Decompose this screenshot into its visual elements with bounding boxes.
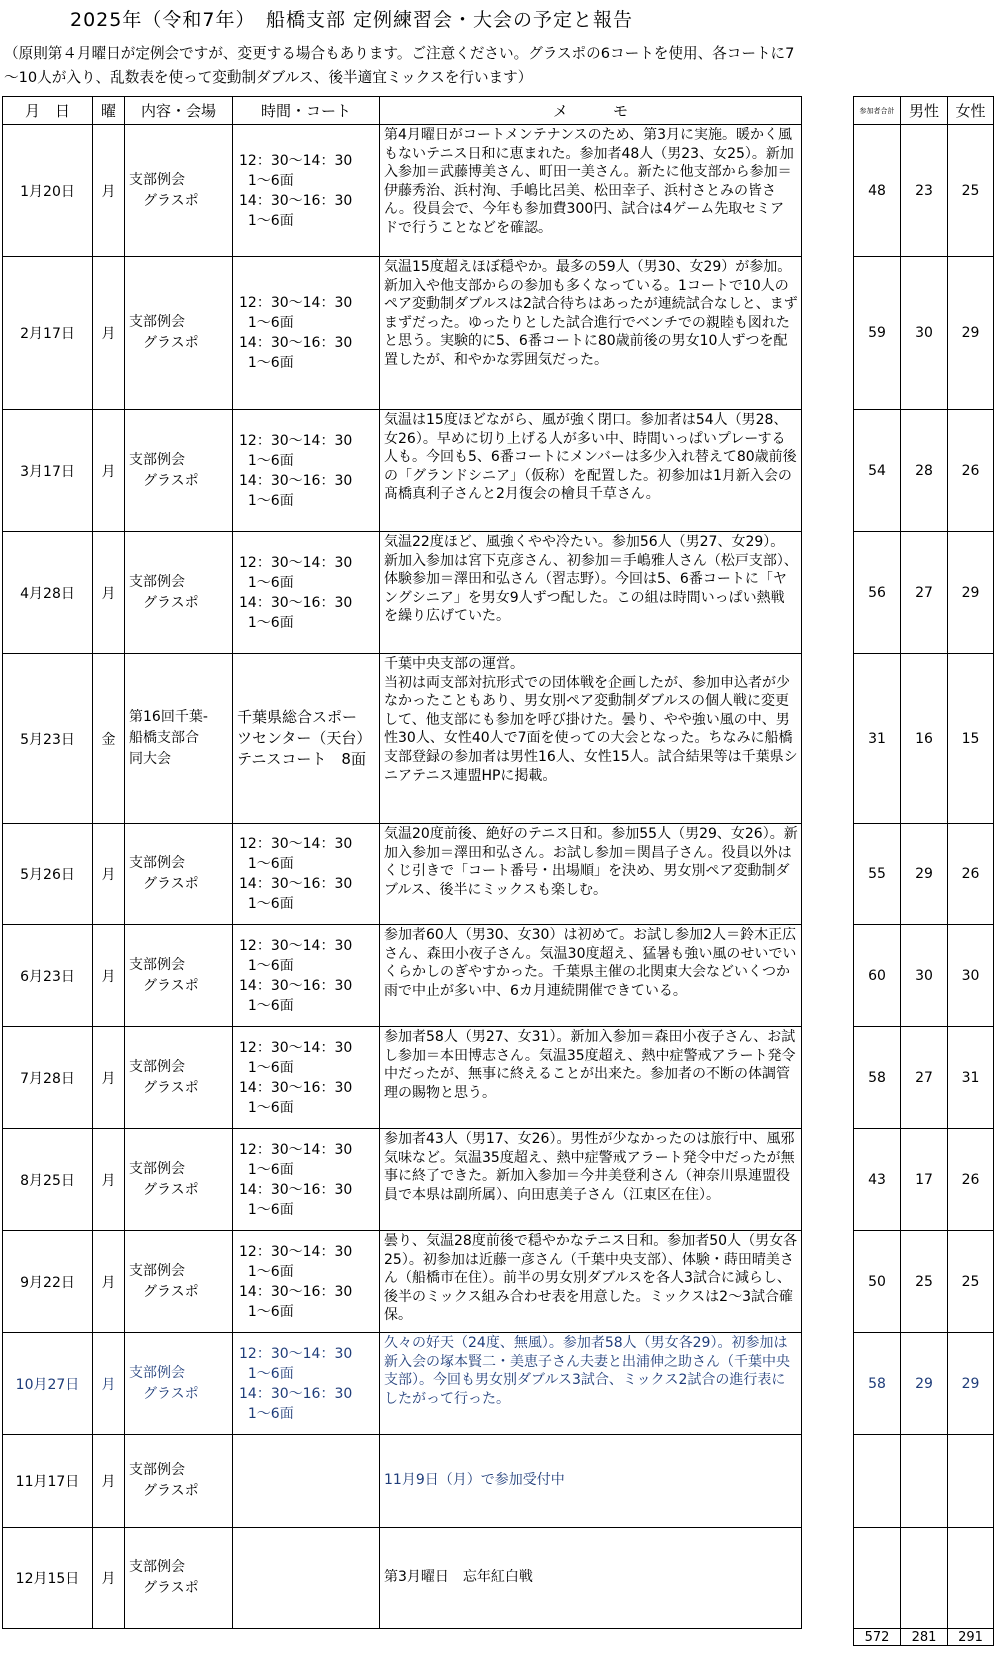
- table-row: [3, 925, 802, 1027]
- venue-line-2: グラスポ: [129, 876, 199, 892]
- row-date: 7月28日: [3, 1027, 93, 1129]
- table-row: [3, 824, 802, 925]
- totals-row: [854, 1629, 994, 1646]
- stats-row: [854, 1129, 994, 1231]
- row-day: 月: [93, 1027, 125, 1129]
- row-memo: 気温は15度ほどながら、風が強く閉口。参加者は54人（男28、女26）。早めに切り上げる人が多い中、時間いっぱいプレーする人も。今回も5、6番コートにメンバーは多少入れ替えて80歳前後の「グランドシニア」（仮称）を配置した。初参加は1月新入会の髙橋真利子さんと2月復会の檜貝千草さん。: [380, 410, 802, 532]
- header-male: 男性: [901, 97, 948, 125]
- stat-male: 30: [901, 925, 948, 1027]
- stat-male: 25: [901, 1231, 948, 1333]
- stat-male: 29: [901, 1333, 948, 1435]
- stat-male: 29: [901, 824, 948, 925]
- header-time: 時間・コート: [233, 97, 380, 125]
- stat-total: 58: [854, 1333, 901, 1435]
- venue-line-1: 支部例会: [129, 1262, 185, 1279]
- row-day: 月: [93, 1333, 125, 1435]
- venue-line-2: グラスポ: [129, 1385, 199, 1402]
- row-venue: [125, 1129, 233, 1231]
- stat-female: 25: [948, 1231, 994, 1333]
- stat-total: 48: [854, 125, 901, 257]
- row-memo: 千葉中央支部の運営。 当初は両支部対抗形式での団体戦を企画したが、参加申込者が少なかったこともあり、男女別ペア変動制ダブルスの個人戦に変更して、他支部にも参加を呼び掛けた。曇り、やや強い風の中、男性30人、女性40人で7面を使っての大会となった。ちなみに船橋支部登録の参加者は男性16人、女性15人。試合結果等は千葉県シニアテニス連盟HPに掲載。: [380, 654, 802, 824]
- stat-total: [854, 1528, 901, 1629]
- total-male: 281: [901, 1629, 948, 1646]
- row-venue: [125, 1435, 233, 1528]
- row-memo: 参加者43人（男17、女26）。男性が少なかったのは旅行中、風邪気味など。気温35度超え、熱中症警戒アラート発令中だったが無事に終了できた。新加入参加＝今井美登利さん（神奈川県連盟役員で本県は副所属）、向田恵美子さん（江東区在住）。: [380, 1129, 802, 1231]
- stats-row: [854, 532, 994, 654]
- stats-row: [854, 1528, 994, 1629]
- row-memo: 久々の好天（24度、無風）。参加者58人（男女各29）。初参加は新入会の塚本賢二・美恵子さん夫妻と出浦伸之助さん（千葉中央支部）。今回も男女別ダブルス3試合、ミックス2試合の進行表にしたがって行った。: [380, 1333, 802, 1435]
- venue-line-1: 支部例会: [129, 1462, 185, 1478]
- participant-stats-table: [853, 96, 994, 1646]
- stat-total: [854, 1435, 901, 1528]
- row-time: 12：30～14：30 1～6面 14：30～16：30 1～6面: [233, 1129, 380, 1231]
- stat-female: 29: [948, 257, 994, 410]
- row-day: 月: [93, 257, 125, 410]
- stat-female: [948, 1435, 994, 1528]
- row-day: 月: [93, 410, 125, 532]
- stat-male: 28: [901, 410, 948, 532]
- venue-line-1: 支部例会: [129, 451, 185, 468]
- row-memo: 気温22度ほど、風強くやや冷たい。参加56人（男27、女29）。新加入参加は宮下克彦さん、初参加＝手嶋雅人さん（松戸支部）、体験参加＝澤田和弘さん（習志野）。今回は5、6番コートに「ヤングシニア」を男女9人ずつ配した。この組は時間いっぱい熱戦を繰り広げていた。: [380, 532, 802, 654]
- stat-total: 54: [854, 410, 901, 532]
- row-time: [233, 1435, 380, 1528]
- stat-female: 31: [948, 1027, 994, 1129]
- row-time: 12：30～14：30 1～6面 14：30～16：30 1～6面: [233, 925, 380, 1027]
- stat-female: 29: [948, 532, 994, 654]
- venue-line-1: 支部例会: [129, 171, 185, 188]
- stat-female: [948, 1528, 994, 1629]
- stat-total: 59: [854, 257, 901, 410]
- row-date: 9月22日: [3, 1231, 93, 1333]
- row-date: 10月27日: [3, 1333, 93, 1435]
- row-venue: [125, 824, 233, 925]
- row-date: 5月26日: [3, 824, 93, 925]
- table-row: [3, 1027, 802, 1129]
- row-date: 4月28日: [3, 532, 93, 654]
- row-venue: [125, 1333, 233, 1435]
- row-time: 12：30～14：30 1～6面 14：30～16：30 1～6面: [233, 410, 380, 532]
- stat-male: 23: [901, 125, 948, 257]
- row-time: 12：30～14：30 1～6面 14：30～16：30 1～6面: [233, 824, 380, 925]
- row-memo: 第4月曜日がコートメンテナンスのため、第3月に実施。暖かく風もないテニス日和に恵まれた。参加者48人（男23、女25）。新加入参加＝武藤博美さん、町田一美さん。新たに他支部から参加＝伊藤秀治、浜村洵、手嶋比呂美、松田幸子、浜村さとみの皆さん。役員会で、今年も参加費300円、試合は4ゲーム先取セミアドで行うことなどを確認。: [380, 125, 802, 257]
- stat-male: 30: [901, 257, 948, 410]
- row-day: 月: [93, 1231, 125, 1333]
- row-memo: 気温20度前後、絶好のテニス日和。参加55人（男29、女26）。新加入参加＝澤田和弘さん。お試し参加＝関昌子さん。役員以外はくじ引きで「コート番号・出場順」を決め、男女別ペア変動制ダブルス、後半にミックスも楽しむ。: [380, 824, 802, 925]
- row-venue: [125, 925, 233, 1027]
- stat-male: 17: [901, 1129, 948, 1231]
- table-row: [3, 257, 802, 410]
- stats-row: [854, 410, 994, 532]
- table-row: [3, 1528, 802, 1629]
- venue-line-2: グラスポ: [129, 335, 199, 351]
- stat-total: 58: [854, 1027, 901, 1129]
- row-time: 12：30～14：30 1～6面 14：30～16：30 1～6面: [233, 257, 380, 410]
- venue-line-1: 支部例会: [129, 1364, 185, 1381]
- row-day: 月: [93, 824, 125, 925]
- row-day: 月: [93, 1528, 125, 1629]
- row-memo: 参加者60人（男30、女30）は初めて。お試し参加2人＝鈴木正広さん、森田小夜子さん。気温30度超え、猛暑も強い風のせいでいくらかしのぎやすかった。千葉県主催の北関東大会などいくつか雨で中止が多い中、6カ月連続開催できている。: [380, 925, 802, 1027]
- stat-total: 60: [854, 925, 901, 1027]
- stat-female: 15: [948, 654, 994, 824]
- stat-female: 26: [948, 410, 994, 532]
- row-date: 1月20日: [3, 125, 93, 257]
- stat-total: 43: [854, 1129, 901, 1231]
- stat-male: 27: [901, 1027, 948, 1129]
- venue-line-2: グラスポ: [129, 1483, 199, 1499]
- stat-female: 25: [948, 125, 994, 257]
- row-day: 月: [93, 532, 125, 654]
- venue-line-2: 船橋支部合 同大会: [129, 730, 199, 767]
- stats-row: [854, 1333, 994, 1435]
- row-venue: [125, 1528, 233, 1629]
- venue-line-1: 支部例会: [129, 573, 185, 590]
- stats-row: [854, 1027, 994, 1129]
- row-memo: 11月9日（月）で参加受付中: [380, 1435, 802, 1528]
- stats-header-row: [854, 97, 994, 125]
- table-row: [3, 1333, 802, 1435]
- stat-male: 16: [901, 654, 948, 824]
- row-time: 12：30～14：30 1～6面 14：30～16：30 1～6面: [233, 1333, 380, 1435]
- row-memo: 曇り、気温28度前後で穏やかなテニス日和。参加者50人（男女各25）。初参加は近藤一彦さん（千葉中央支部）、体験・蒔田晴美さん（船橋市在住）。前半の男女別ダブルスを各人3試合に減らし、後半のミックス組み合わせ表を用意した。ミックスは2～3試合確保。: [380, 1231, 802, 1333]
- row-time: 12：30～14：30 1～6面 14：30～16：30 1～6面: [233, 1231, 380, 1333]
- header-memo: メ モ: [380, 97, 802, 125]
- schedule-table: [2, 96, 802, 1629]
- row-day: 月: [93, 1435, 125, 1528]
- header-venue: 内容・会場: [125, 97, 233, 125]
- venue-line-2: グラスポ: [129, 1181, 199, 1198]
- row-venue: [125, 257, 233, 410]
- row-day: 月: [93, 1129, 125, 1231]
- venue-line-2: グラスポ: [129, 977, 199, 994]
- row-day: 金: [93, 654, 125, 824]
- venue-line-1: 支部例会: [129, 1160, 185, 1177]
- stat-total: 55: [854, 824, 901, 925]
- venue-line-1: 支部例会: [129, 1058, 185, 1075]
- row-venue: [125, 532, 233, 654]
- venue-line-1: 第16回千葉-: [129, 709, 208, 725]
- stat-male: [901, 1435, 948, 1528]
- row-memo: 気温15度超えほぼ穏やか。最多の59人（男30、女29）が参加。新加入や他支部からの参加も多くなっている。1コートで10人のペア変動制ダブルスは2試合待ちはあったが連続試合なしと、まずまずだった。ゆったりとした試合進行でベンチでの親睦も図れたと思う。実験的に5、6番コートに80歳前後の男女10人ずつを配置したが、和やかな雰囲気だった。: [380, 257, 802, 410]
- venue-line-1: 支部例会: [129, 1559, 185, 1575]
- table-row: [3, 532, 802, 654]
- stat-total: 50: [854, 1231, 901, 1333]
- row-venue: [125, 410, 233, 532]
- row-venue: [125, 1231, 233, 1333]
- venue-line-2: グラスポ: [129, 192, 199, 209]
- stats-row: [854, 257, 994, 410]
- stat-female: 26: [948, 824, 994, 925]
- row-memo: 参加者58人（男27、女31）。新加入参加＝森田小夜子さん、お試し参加＝本田博志さん。気温35度超え、熱中症警戒アラート発令中だったが、無事に終えることが出来た。参加者の不断の体調管理の賜物と思う。: [380, 1027, 802, 1129]
- row-date: 6月23日: [3, 925, 93, 1027]
- row-date: 8月25日: [3, 1129, 93, 1231]
- row-date: 3月17日: [3, 410, 93, 532]
- venue-line-2: グラスポ: [129, 1283, 199, 1300]
- venue-line-2: グラスポ: [129, 1079, 199, 1096]
- header-female: 女性: [948, 97, 994, 125]
- row-time: 12：30～14：30 1～6面 14：30～16：30 1～6面: [233, 532, 380, 654]
- stats-row: [854, 925, 994, 1027]
- row-date: 2月17日: [3, 257, 93, 410]
- row-day: 月: [93, 125, 125, 257]
- table-row: [3, 125, 802, 257]
- venue-line-2: グラスポ: [129, 472, 199, 489]
- row-day: 月: [93, 925, 125, 1027]
- row-time: 千葉県総合スポー ツセンター（天台） テニスコート 8面: [233, 654, 380, 824]
- total-participants: 572: [854, 1629, 901, 1646]
- stats-row: [854, 125, 994, 257]
- stats-row: [854, 824, 994, 925]
- row-time: 12：30～14：30 1～6面 14：30～16：30 1～6面: [233, 1027, 380, 1129]
- schedule-header-row: [3, 97, 802, 125]
- stat-female: 29: [948, 1333, 994, 1435]
- total-female: 291: [948, 1629, 994, 1646]
- stat-total: 56: [854, 532, 901, 654]
- stats-row: [854, 1231, 994, 1333]
- row-date: 12月15日: [3, 1528, 93, 1629]
- venue-line-2: グラスポ: [129, 594, 199, 611]
- venue-line-2: グラスポ: [129, 1580, 199, 1596]
- row-time: [233, 1528, 380, 1629]
- page-title: 2025年（令和7年） 船橋支部 定例練習会・大会の予定と報告: [70, 9, 633, 31]
- row-time: 12：30～14：30 1～6面 14：30～16：30 1～6面: [233, 125, 380, 257]
- table-row: [3, 1435, 802, 1528]
- row-venue: [125, 654, 233, 824]
- stats-row: [854, 1435, 994, 1528]
- table-row: [3, 1129, 802, 1231]
- stat-male: 27: [901, 532, 948, 654]
- intro-note: （原則第４月曜日が定例会ですが、変更する場合もあります。ご注意ください。グラスポの6コートを使用、各コートに7～10人が入り、乱数表を使って変動制ダブルス、後半適宜ミックスを行います）: [4, 45, 795, 86]
- header-total: 参加者合計: [854, 97, 901, 125]
- stats-row: [854, 654, 994, 824]
- stat-female: 30: [948, 925, 994, 1027]
- stat-total: 31: [854, 654, 901, 824]
- table-row: [3, 654, 802, 824]
- row-date: 11月17日: [3, 1435, 93, 1528]
- table-row: [3, 410, 802, 532]
- venue-line-1: 支部例会: [129, 855, 185, 871]
- row-venue: [125, 125, 233, 257]
- table-row: [3, 1231, 802, 1333]
- row-memo: 第3月曜日 忘年紅白戦: [380, 1528, 802, 1629]
- row-date: 5月23日: [3, 654, 93, 824]
- stat-male: [901, 1528, 948, 1629]
- header-date: 月 日: [3, 97, 93, 125]
- venue-line-1: 支部例会: [129, 314, 185, 330]
- row-venue: [125, 1027, 233, 1129]
- venue-line-1: 支部例会: [129, 956, 185, 973]
- header-day: 曜: [93, 97, 125, 125]
- stat-female: 26: [948, 1129, 994, 1231]
